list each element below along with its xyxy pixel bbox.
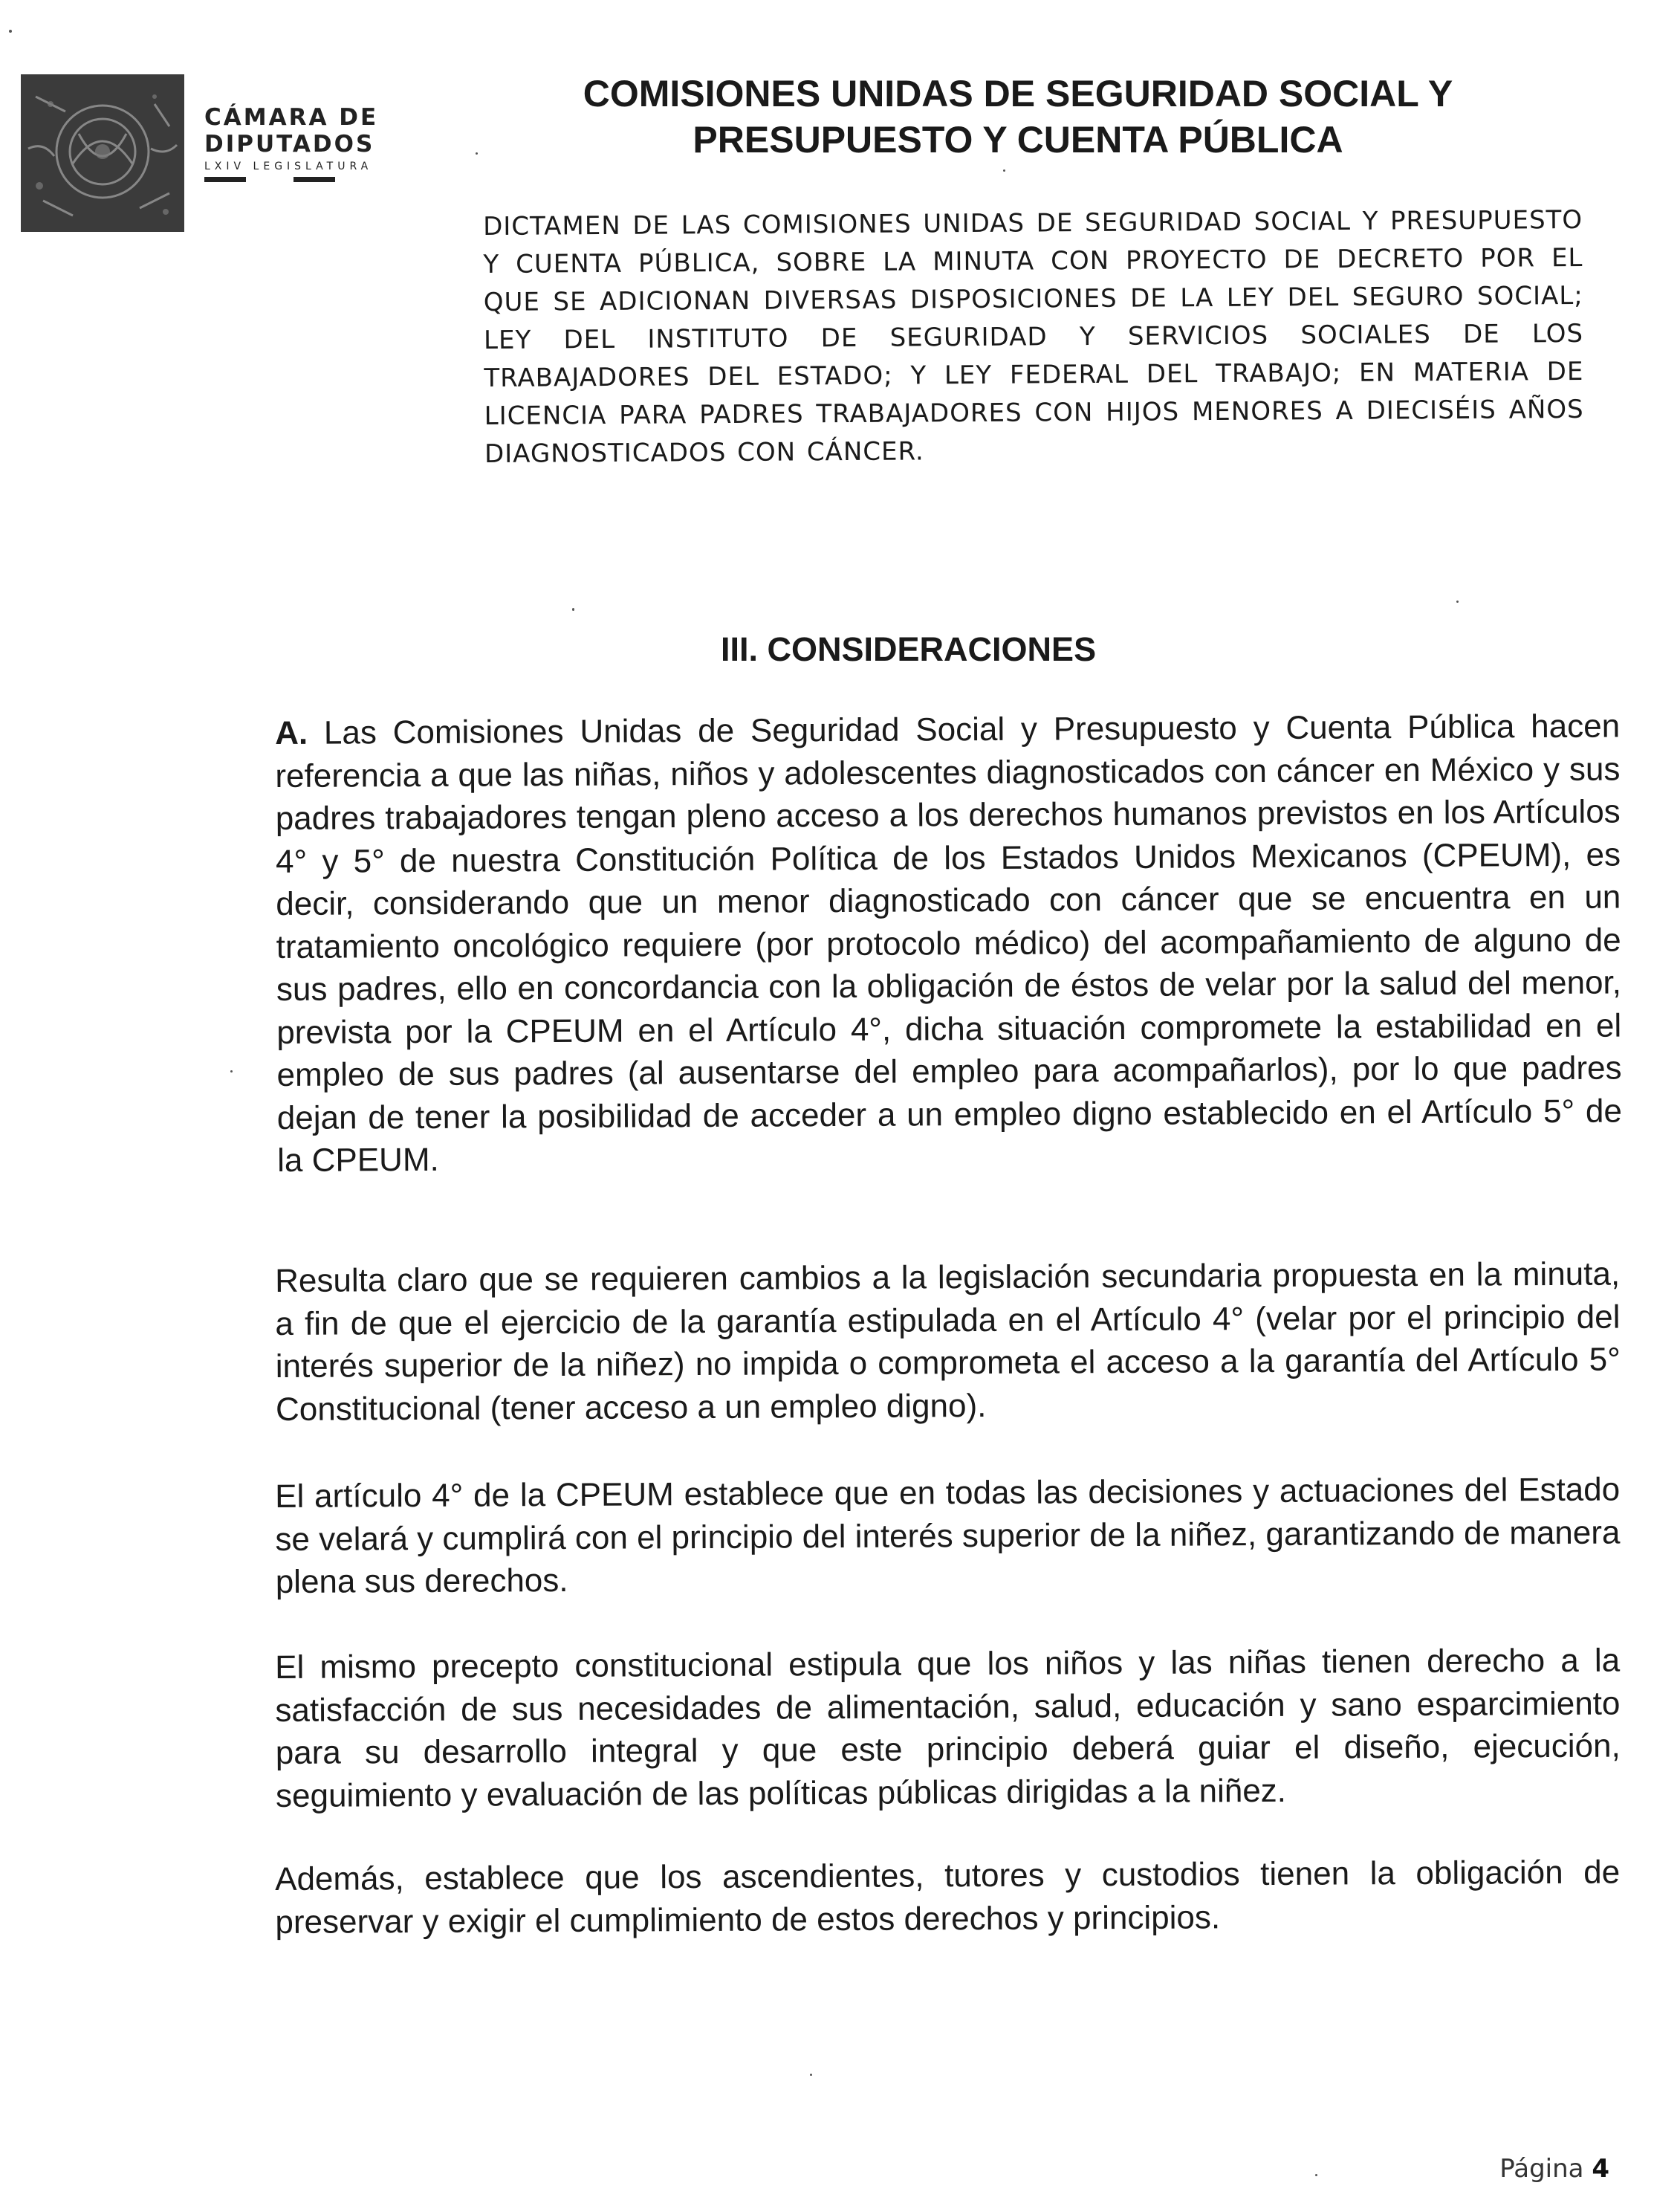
paragraph-a (275, 705, 1622, 1182)
logo-line-legislatura: LXIV LEGISLATURA (204, 161, 373, 172)
scan-speck (230, 1070, 233, 1072)
section-title: CONSIDERACIONES (767, 630, 1097, 668)
scan-speck (1456, 601, 1459, 603)
page-number (1499, 2154, 1609, 2184)
paragraph-2: Resulta claro que se requieren cambios a la legislación secundaria propuesta en la minuta, a fin de que el ejercicio de la garantía estipulada en el Artículo 4° (velar por el principio del interés superior de la niñez) no impida o comprometa el acceso a la garantía del Artículo 5° Constitucional (tener acceso a un empleo digno). (275, 1255, 1621, 1428)
paragraph-4: El mismo precepto constitucional estipula que los niños y las niñas tienen derecho a la satisfacción de sus necesidades de alimentación, salud, educación y sano esparcimiento para su desarrollo integral y que este principio deberá guiar el diseño, ejecución, seguimiento y evaluación de las políticas públicas dirigidas a la niñez. (275, 1642, 1621, 1814)
title-line-2: PRESUPUESTO Y CUENTA PÚBLICA (693, 119, 1343, 161)
page-label: Página (1499, 2154, 1584, 2184)
paragraph-5: Además, establece que los ascendientes, tutores y custodios tienen la obligación de preservar y exigir el cumplimiento de estos derechos y principios. (275, 1854, 1621, 1941)
title-line-1: COMISIONES UNIDAS DE SEGURIDAD SOCIAL Y (583, 73, 1453, 114)
scan-speck (1315, 2174, 1317, 2176)
paragraph-a-text: Las Comisiones Unidas de Seguridad Social y Presupuesto y Cuenta Pública hacen referencia a que las niñas, niños y adolescentes diagnosticados con cáncer en México y sus padres trabajadores tengan pleno acceso a los derechos humanos previstos en los Artículos 4° y 5° de nuestra Constitución Política de los Estados Unidos Mexicanos (CPEUM), es decir, considerando que un menor diagnosticado con cáncer que se encuentra en un tratamiento oncológico requiere (por protocolo médico) del acompañamiento de alguno de sus padres, ello en concordancia con la obligación de éstos de velar por la salud del menor, prevista por la CPEUM en el Artículo 4°, dicha situación compromete la estabilidad en el empleo de sus padres (al ausentarse del empleo para acompañarlos), por lo que padres dejan de tener la posibilidad de acceder a un empleo digno establecido en el Artículo 5° de la CPEUM. (275, 708, 1622, 1179)
logo-decorative-bars (204, 177, 378, 182)
section-heading (721, 630, 1096, 669)
page-number-value: 4 (1592, 2154, 1609, 2184)
chamber-seal-logo (21, 74, 184, 232)
scan-speck (476, 152, 478, 155)
paragraph-3: El artículo 4° de la CPEUM establece que en todas las decisiones y actuaciones del Estado se velará y cumplirá con el principio del interés superior de la niñez, garantizando de manera plena sus derechos. (275, 1471, 1621, 1600)
section-number: III. (721, 630, 759, 668)
logo-line-camara: CÁMARA DE (204, 104, 379, 131)
scan-speck (810, 2074, 812, 2076)
scan-speck (1003, 169, 1005, 172)
scan-speck (9, 30, 12, 33)
scan-speck (572, 608, 574, 611)
logo-line-diputados: DIPUTADOS (204, 131, 375, 158)
document-title (461, 71, 1575, 163)
paragraph-letter: A. (275, 714, 308, 751)
dictamen-heading: DICTAMEN DE LAS COMISIONES UNIDAS DE SEGURIDAD SOCIAL Y PRESUPUESTO Y CUENTA PÚBLICA, SOBRE LA MINUTA CON PROYECTO DE DECRETO POR EL QUE SE ADICIONAN DIVERSAS DISPOSICIONES DE LA LEY DEL SEGURO SOCIAL; LEY DEL INSTITUTO DE SEGURIDAD Y SERVICIOS SOCIALES DE LOS TRABAJADORES DEL ESTADO; Y LEY FEDERAL DEL TRABAJO; EN MATERIA DE LICENCIA PARA PADRES TRABAJADORES CON HIJOS MENORES A DIECISÉIS AÑOS DIAGNOSTICADOS CON CÁNCER. (483, 204, 1584, 469)
chamber-logo-text (204, 104, 378, 182)
